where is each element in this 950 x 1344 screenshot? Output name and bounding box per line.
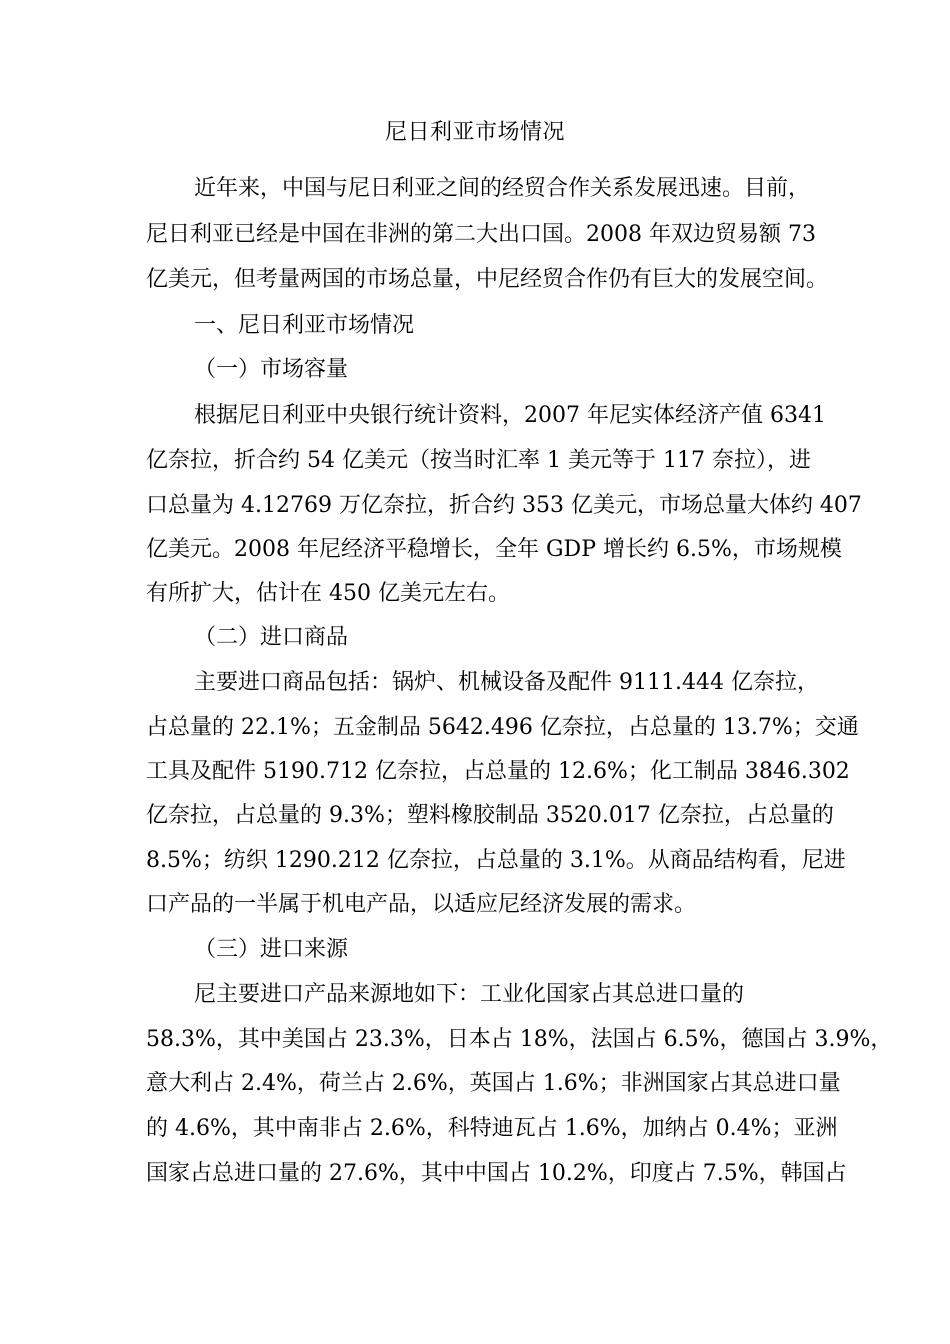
document-title: 尼日利亚市场情况: [384, 120, 565, 145]
text-line: 亿美元。2008 年尼经济平稳增长，全年 GDP 增长约 6.5%，市场规模: [146, 537, 842, 562]
text-line: 根据尼日利亚中央银行统计资料，2007 年尼实体经济产值 6341: [194, 403, 826, 428]
text-line: 8.5%；纺织 1290.212 亿奈拉，占总量的 3.1%。从商品结构看，尼进: [146, 848, 846, 873]
text-line: 口总量为 4.12769 万亿奈拉，折合约 353 亿美元，市场总量大体约 407: [146, 493, 862, 518]
text-line: 有所扩大，估计在 450 亿美元左右。: [146, 581, 510, 606]
text-line: 亿奈拉，折合约 54 亿美元（按当时汇率 1 美元等于 117 奈拉），进: [146, 448, 811, 473]
text-line: 近年来，中国与尼日利亚之间的经贸合作关系发展迅速。目前，: [194, 176, 811, 201]
text-line: 58.3%，其中美国占 23.3%，日本占 18%，法国占 6.5%，德国占 3.9%，: [146, 1027, 893, 1052]
text-line: 口产品的一半属于机电产品，以适应尼经济发展的需求。: [146, 892, 697, 917]
subsection-heading: （二）进口商品: [194, 625, 349, 650]
text-line: 意大利占 2.4%，荷兰占 2.6%，英国占 1.6%；非洲国家占其总进口量: [146, 1071, 841, 1096]
text-line: 国家占总进口量的 27.6%，其中中国占 10.2%，印度占 7.5%，韩国占: [146, 1161, 847, 1186]
text-line: 主要进口商品包括：锅炉、机械设备及配件 9111.444 亿奈拉，: [194, 670, 819, 695]
text-line: 占总量的 22.1%；五金制品 5642.496 亿奈拉，占总量的 13.7%；交通: [146, 715, 859, 740]
text-line: 亿美元，但考量两国的市场总量，中尼经贸合作仍有巨大的发展空间。: [146, 267, 829, 292]
text-line: 亿奈拉，占总量的 9.3%；塑料橡胶制品 3520.017 亿奈拉，占总量的: [146, 803, 834, 828]
text-line: 尼日利亚已经是中国在非洲的第二大出口国。2008 年双边贸易额 73: [146, 222, 816, 247]
text-line: 的 4.6%，其中南非占 2.6%，科特迪瓦占 1.6%，加纳占 0.4%；亚洲: [146, 1116, 838, 1141]
subsection-heading: （三）进口来源: [194, 937, 349, 962]
section-heading: 一、尼日利亚市场情况: [194, 313, 415, 338]
subsection-heading: （一）市场容量: [194, 357, 349, 382]
text-line: 尼主要进口产品来源地如下：工业化国家占其总进口量的: [194, 982, 745, 1007]
text-line: 工具及配件 5190.712 亿奈拉，占总量的 12.6%；化工制品 3846.302: [146, 759, 850, 784]
